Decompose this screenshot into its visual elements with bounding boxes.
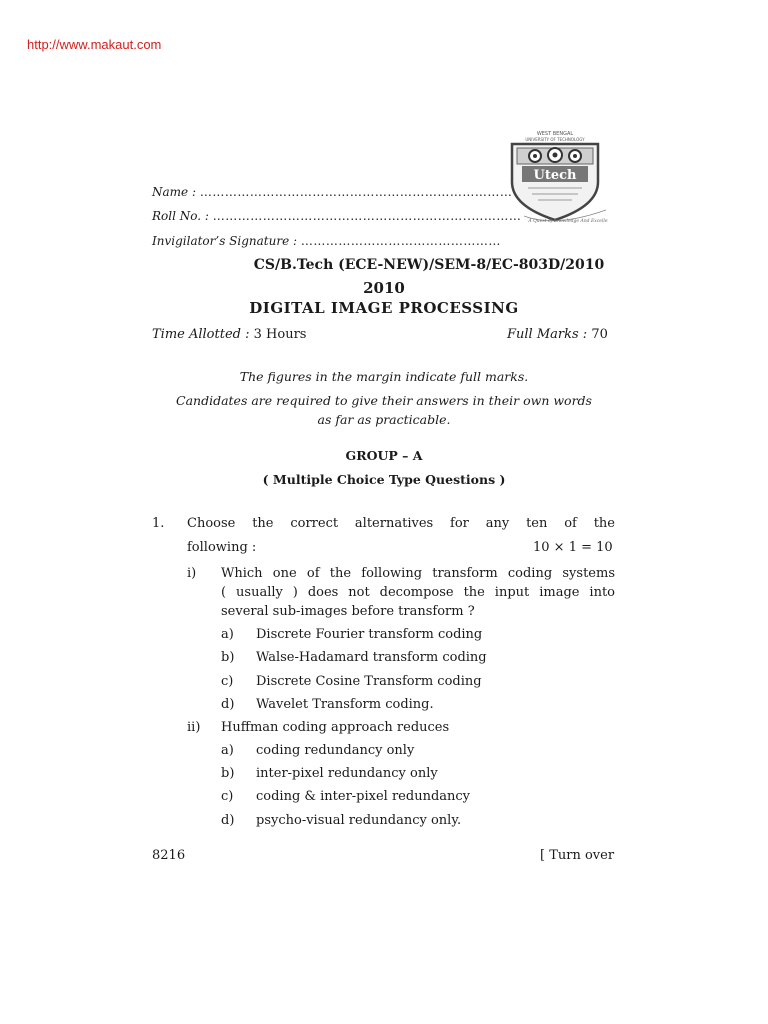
name-dots: ………………………………………………………………… — [199, 185, 513, 199]
subquestion-number: i) — [187, 566, 197, 581]
option-text: Discrete Fourier transform coding — [256, 627, 483, 642]
signature-label: Invigilator’s Signature : — [152, 234, 298, 248]
option-label: c) — [221, 789, 234, 804]
question-text-line-1: Choose the correct alternatives for any ten of the — [187, 516, 615, 531]
option-label: a) — [221, 627, 234, 642]
option-label: b) — [221, 650, 235, 665]
full-marks — [507, 327, 608, 342]
logo-sub-text: UNIVERSITY OF TECHNOLOGY — [525, 137, 585, 142]
time-allotted — [152, 327, 306, 342]
signature-field — [152, 234, 501, 248]
option-text: coding redundancy only — [256, 743, 415, 758]
marks-label: Full Marks : — [507, 327, 588, 342]
option-label: b) — [221, 766, 235, 781]
subquestion-line: Which one of the following transform coding systems — [221, 566, 615, 581]
exam-subject: DIGITAL IMAGE PROCESSING — [249, 299, 519, 317]
instruction-line-1: The figures in the margin indicate full marks. — [239, 369, 529, 384]
name-label: Name : — [152, 185, 196, 199]
group-subtitle: ( Multiple Choice Type Questions ) — [262, 472, 506, 487]
option-text: psycho-visual redundancy only. — [256, 813, 462, 828]
question-text-line-2: following : — [187, 540, 257, 555]
option-text: inter-pixel redundancy only — [256, 766, 438, 781]
logo-name: Utech — [533, 168, 577, 183]
logo-top-text: WEST BENGAL — [536, 131, 574, 137]
subquestion-line: several sub-images before transform ? — [221, 604, 475, 619]
instruction-line-3: as far as practicable. — [317, 412, 451, 427]
rollno-field — [152, 209, 521, 223]
subquestion-number: ii) — [187, 720, 201, 735]
time-label: Time Allotted : — [152, 327, 250, 342]
exam-code: CS/B.Tech (ECE-NEW)/SEM-8/EC-803D/2010 — [253, 257, 605, 273]
option-text: Discrete Cosine Transform coding — [256, 674, 482, 689]
option-label: c) — [221, 674, 234, 689]
subquestion-line: ( usually ) does not decompose the input image into — [221, 585, 615, 600]
turn-over: [ Turn over — [540, 848, 615, 863]
instruction-line-2: Candidates are required to give their answers in their own words — [176, 393, 592, 408]
logo-motto: A Quest of Knowledge And Excellence — [528, 219, 608, 224]
question-marks: 10 × 1 = 10 — [533, 540, 613, 555]
page-code: 8216 — [152, 848, 186, 863]
option-label: d) — [221, 813, 235, 828]
name-field — [152, 185, 512, 199]
option-label: d) — [221, 697, 235, 712]
rollno-label: Roll No. : — [152, 209, 209, 223]
exam-year: 2010 — [363, 279, 405, 297]
question-number: 1. — [152, 516, 165, 531]
option-text: Wavelet Transform coding. — [256, 697, 434, 712]
group-title: GROUP – A — [345, 448, 423, 463]
marks-value: 70 — [591, 327, 608, 342]
subquestion-line: Huffman coding approach reduces — [221, 720, 450, 735]
signature-dots: ………………………………………… — [300, 234, 501, 248]
option-text: Walse-Hadamard transform coding — [256, 650, 487, 665]
option-label: a) — [221, 743, 234, 758]
rollno-dots: ……………………………………………………..………… — [212, 209, 522, 223]
time-value: 3 Hours — [253, 327, 307, 342]
option-text: coding & inter-pixel redundancy — [256, 789, 471, 804]
header-url-link[interactable]: http://www.makaut.com — [27, 37, 162, 52]
